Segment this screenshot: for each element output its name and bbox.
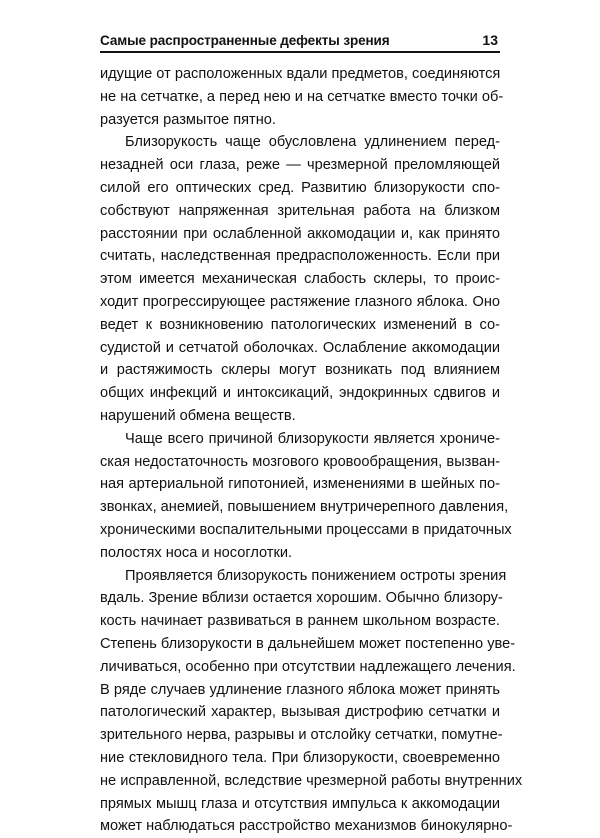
text-line: В ряде случаев удлинение глазного яблока может принять [100, 681, 500, 698]
text-line: кость начинает развиваться в раннем школьном возрасте. [100, 613, 500, 630]
paragraph-first-line: Чаще всего причиной близорукости является хрониче- [125, 430, 500, 447]
text-line: хроническими воспалительными процессами в придаточных [100, 521, 512, 538]
text-line: разуется размытое пятно. [100, 111, 276, 128]
text-line: этом имеется механическая слабость склеры, то проис- [100, 271, 500, 288]
text-line: патологический характер, вызывая дистрофию сетчатки и [100, 704, 500, 721]
text-line: ная артериальной гипотонией, изменениями в шейных по- [100, 476, 500, 493]
text-line: звонках, анемией, повышением внутричерепного давления, [100, 499, 509, 516]
page-number: 13 [482, 32, 498, 48]
paragraph-first-line: Проявляется близорукость понижением остроты зрения [125, 567, 507, 584]
running-header [100, 24, 500, 48]
text-line: Степень близорукости в дальнейшем может постепенно уве- [100, 635, 516, 652]
text-line: зрительного нерва, разрывы и отслойку сетчатки, помутне- [100, 727, 503, 744]
chapter-title: Самые распространенные дефекты зрения [100, 33, 390, 48]
text-line: собствуют напряженная зрительная работа на близком [100, 202, 500, 219]
text-line: полостях носа и носоглотки. [100, 544, 293, 561]
text-line: не исправленной, вследствие чрезмерной работы внутренних [100, 772, 523, 789]
text-line: ходит прогрессирующее растяжение глазного яблока. Оно [100, 293, 500, 310]
text-line: личиваться, особенно при отсутствии надлежащего лечения. [100, 658, 516, 675]
text-line: общих инфекций и интоксикаций, эндокринных сдвигов и [100, 385, 500, 402]
header-rule [100, 51, 500, 53]
text-line: незадней оси глаза, реже — чрезмерной преломляющей [100, 157, 500, 174]
text-line: судистой и сетчатой оболочках. Ослабление аккомодации [100, 339, 500, 356]
text-line: ведет к возникновению патологических изменений в со- [100, 316, 500, 333]
text-line: силой его оптических сред. Развитию близорукости спо- [100, 179, 500, 196]
text-line: расстоянии при ослабленной аккомодации и, как принято [100, 225, 500, 242]
text-line: и растяжимость склеры могут возникать под влиянием [100, 362, 500, 379]
text-line: ние стекловидного тела. При близорукости, своевременно [100, 749, 500, 766]
paragraph-first-line: Близорукость чаще обусловлена удлинением перед- [125, 134, 500, 151]
text-line: ская недостаточность мозгового кровообращения, вызван- [100, 453, 500, 470]
text-line: нарушений обмена веществ. [100, 407, 296, 424]
text-line: идущие от расположенных вдали предметов, соединяются [100, 66, 501, 82]
text-line: вдаль. Зрение вблизи остается хорошим. Обычно близору- [100, 590, 503, 607]
text-line: не на сетчатке, а перед нею и на сетчатке вместо точки об- [100, 88, 504, 105]
text-line: считать, наследственная предрасположенность. Если при [100, 248, 500, 265]
body-text [100, 63, 523, 838]
text-line: прямых мышц глаза и отсутствия импульса к аккомодации [100, 795, 500, 812]
text-line: может наблюдаться расстройство механизмов бинокулярно- [100, 818, 513, 835]
